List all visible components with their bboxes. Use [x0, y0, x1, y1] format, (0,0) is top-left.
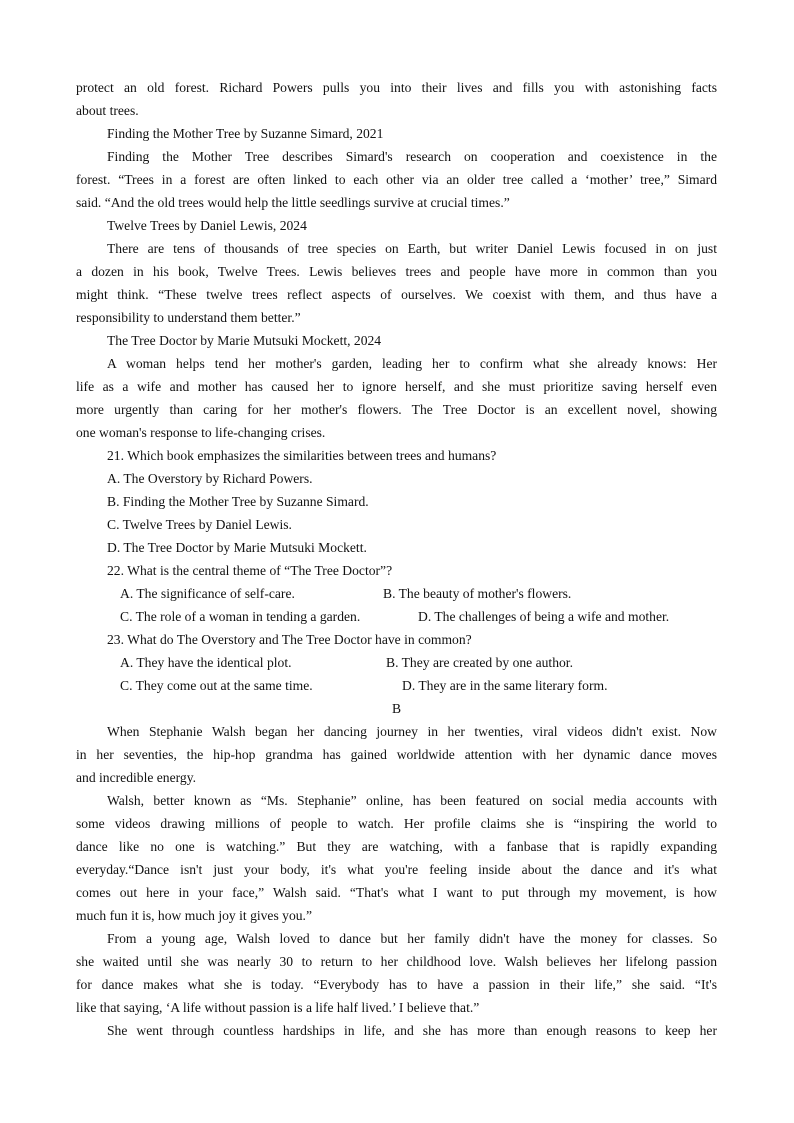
question-23-option-d: D. They are in the same literary form.	[402, 678, 608, 693]
passage-b-line: comes out here in your face,” Walsh said. “That's what I want to put through my movement, is how	[76, 885, 717, 900]
book-text-line: more urgently than caring for her mother's flowers. The Tree Doctor is an excellent novel, showing	[76, 402, 717, 417]
passage-b-line: in her seventies, the hip-hop grandma has gained worldwide attention with her dynamic dance moves	[76, 747, 717, 762]
question-21-option-d: D. The Tree Doctor by Marie Mutsuki Mockett.	[107, 540, 367, 555]
question-21-option-c: C. Twelve Trees by Daniel Lewis.	[107, 517, 292, 532]
book-text-line: responsibility to understand them better.”	[76, 310, 301, 325]
question-23-option-b: B. They are created by one author.	[386, 655, 573, 670]
book-text-line: might think. “These twelve trees reflect aspects of ourselves. We coexist with them, and thus have a	[76, 287, 717, 302]
book-text-line: one woman's response to life-changing crises.	[76, 425, 326, 440]
passage-b-line: for dance makes what she is today. “Everybody has to have a passion in their life,” she said. “It's	[76, 977, 717, 992]
book-text-line: There are tens of thousands of tree species on Earth, but writer Daniel Lewis focused in on just	[107, 241, 717, 256]
book-heading: Twelve Trees by Daniel Lewis, 2024	[107, 218, 307, 233]
passage-b-line: like that saying, ‘A life without passion is a life half lived.’ I believe that.”	[76, 1000, 480, 1015]
book-text-line: life as a wife and mother has caused her to ignore herself, and she must prioritize saving herself even	[76, 379, 717, 394]
intro-line: protect an old forest. Richard Powers pulls you into their lives and fills you with astonishing facts	[76, 80, 717, 95]
question-22-option-a: A. The significance of self-care.	[120, 586, 295, 601]
question-23-row-2	[76, 674, 717, 697]
book-text-line: Finding the Mother Tree describes Simard's research on cooperation and coexistence in the	[107, 149, 717, 164]
passage-b-line: and incredible energy.	[76, 770, 197, 785]
section-b-label: B	[391, 701, 402, 716]
passage-b-line: much fun it is, how much joy it gives you.”	[76, 908, 312, 923]
question-23-option-c: C. They come out at the same time.	[120, 678, 313, 693]
question-21-option-b: B. Finding the Mother Tree by Suzanne Simard.	[107, 494, 369, 509]
book-text-line: A woman helps tend her mother's garden, leading her to confirm what she already knows: Her	[107, 356, 717, 371]
passage-b-line: From a young age, Walsh loved to dance but her family didn't have the money for classes. So	[107, 931, 717, 946]
passage-b-line: She went through countless hardships in life, and she has more than enough reasons to keep her	[107, 1023, 717, 1038]
question-21-option-a: A. The Overstory by Richard Powers.	[107, 471, 313, 486]
question-22-row-2	[76, 605, 717, 628]
book-text-line: a dozen in his book, Twelve Trees. Lewis believes trees and people have more in common than you	[76, 264, 717, 279]
book-heading: The Tree Doctor by Marie Mutsuki Mockett, 2024	[107, 333, 382, 348]
question-23-stem: 23. What do The Overstory and The Tree Doctor have in common?	[107, 632, 472, 647]
question-22-option-c: C. The role of a woman in tending a garden.	[120, 609, 361, 624]
passage-b-line: When Stephanie Walsh began her dancing journey in her twenties, viral videos didn't exist. Now	[107, 724, 717, 739]
question-21-stem: 21. Which book emphasizes the similarities between trees and humans?	[107, 448, 497, 463]
passage-b-line: everyday.“Dance isn't just your body, it's what you're feeling inside about the dance and it's what	[76, 862, 717, 877]
passage-b-line: Walsh, better known as “Ms. Stephanie” online, has been featured on social media accounts with	[107, 793, 717, 808]
question-22-stem: 22. What is the central theme of “The Tree Doctor”?	[107, 563, 393, 578]
question-23-row-1	[76, 651, 717, 674]
question-22-option-d: D. The challenges of being a wife and mother.	[418, 609, 670, 624]
passage-b-line: she waited until she was nearly 30 to return to her childhood love. Walsh believes her lifelong passion	[76, 954, 717, 969]
book-text-line: forest. “Trees in a forest are often linked to each other via an older tree called a ‘mother’ tree,” Simard	[76, 172, 717, 187]
book-text-line: said. “And the old trees would help the little seedlings survive at crucial times.”	[76, 195, 510, 210]
intro-line: about trees.	[76, 103, 139, 118]
passage-b-line: dance like no one is watching.” But they are watching, with a fanbase that is rapidly expanding	[76, 839, 717, 854]
page-content	[76, 76, 717, 1042]
question-22-row-1	[76, 582, 717, 605]
question-22-option-b: B. The beauty of mother's flowers.	[383, 586, 572, 601]
question-23-option-a: A. They have the identical plot.	[120, 655, 292, 670]
passage-b-line: some videos drawing millions of people to watch. Her profile claims she is “inspiring the world to	[76, 816, 717, 831]
book-heading: Finding the Mother Tree by Suzanne Simard, 2021	[107, 126, 384, 141]
